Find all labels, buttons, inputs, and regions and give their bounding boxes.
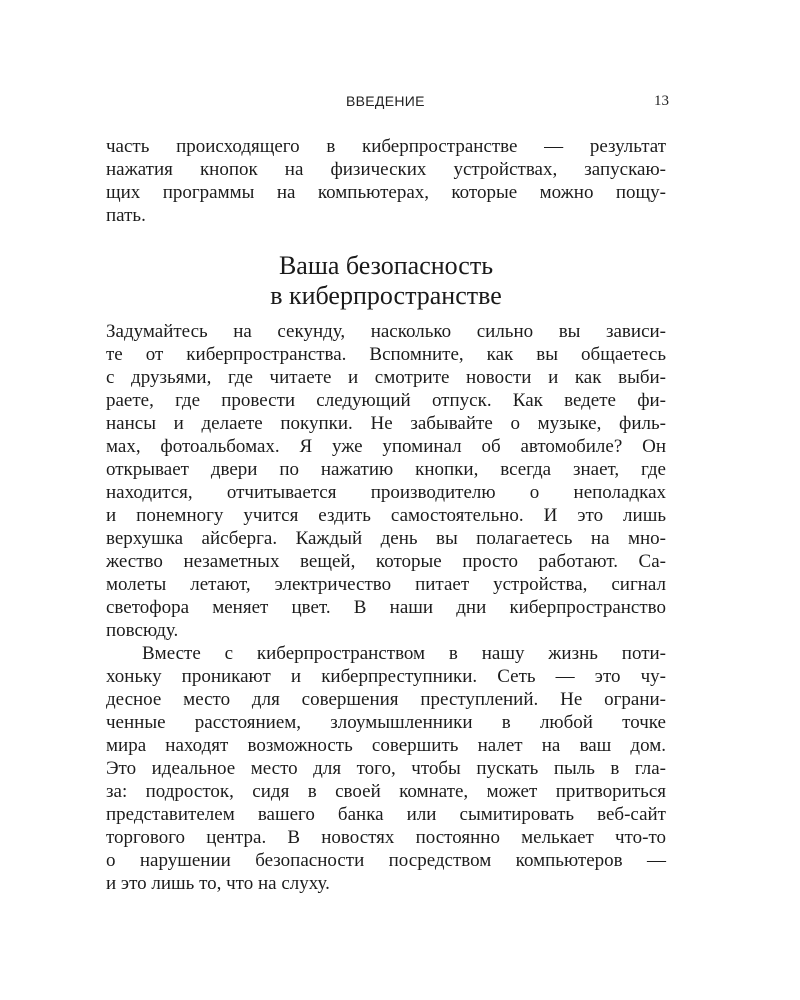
text-line: хоньку проникают и киберпреступники. Сеть — это чу- [106,666,666,687]
running-title: ВВЕДЕНИЕ [346,93,425,109]
text-line: светофора меняет цвет. В наши дни киберпространство [106,597,666,618]
text-line: молеты летают, электричество питает устройства, сигнал [106,574,666,595]
text-line: верхушка айсберга. Каждый день вы полагаетесь на мно- [106,528,666,549]
text-line: нансы и делаете покупки. Не забывайте о музыке, филь- [106,413,666,434]
section-heading-line: Ваша безопасность [278,251,494,280]
page-number: 13 [654,93,669,109]
text-line: десное место для совершения преступлений. Не ограни- [106,689,666,710]
text-line: жество незаметных вещей, которые просто работают. Са- [106,551,666,572]
text-line: торгового центра. В новостях постоянно мелькает что-то [106,827,666,848]
paragraph [106,320,666,642]
section-heading-line: в киберпространстве [270,281,502,310]
section-heading [106,251,666,311]
text-line: ченные расстоянием, злоумышленники в любой точке [106,712,666,733]
text-line: те от киберпространства. Вспомните, как вы общаетесь [106,344,666,365]
body-text [106,320,666,895]
text-line: Вместе с киберпространством в нашу жизнь поти- [142,643,666,664]
text-line: Задумайтесь на секунду, насколько сильно вы зависи- [106,321,666,342]
text-line: нажатия кнопок на физических устройствах, запускаю- [106,159,666,180]
text-line: и понемногу учится ездить самостоятельно. И это лишь [106,505,666,526]
text-line: находится, отчитывается производителю о неполадках [106,482,666,503]
text-line: мах, фотоальбомах. Я уже упоминал об автомобиле? Он [106,436,666,457]
text-line: открывает двери по нажатию кнопки, всегда знает, где [106,459,666,480]
text-line: пать. [106,205,146,226]
text-line: за: подросток, сидя в своей комнате, может притвориться [106,781,666,802]
text-line: о нарушении безопасности посредством компьютеров — [106,850,666,871]
text-line: с друзьями, где читаете и смотрите новости и как выби- [106,367,666,388]
paragraph [106,642,666,895]
text-line: повсюду. [106,620,179,641]
running-header [0,93,800,113]
text-line: раете, где провести следующий отпуск. Как ведете фи- [106,390,666,411]
text-line: мира находят возможность совершить налет на ваш дом. [106,735,666,756]
text-line: представителем вашего банка или сымитировать веб-сайт [106,804,666,825]
text-line: щих программы на компьютерах, которые можно пощу- [106,182,666,203]
intro-paragraph [106,135,666,227]
text-line: Это идеальное место для того, чтобы пускать пыль в гла- [106,758,666,779]
text-line: часть происходящего в киберпространстве — результат [106,136,666,157]
text-line: и это лишь то, что на слуху. [106,873,330,894]
